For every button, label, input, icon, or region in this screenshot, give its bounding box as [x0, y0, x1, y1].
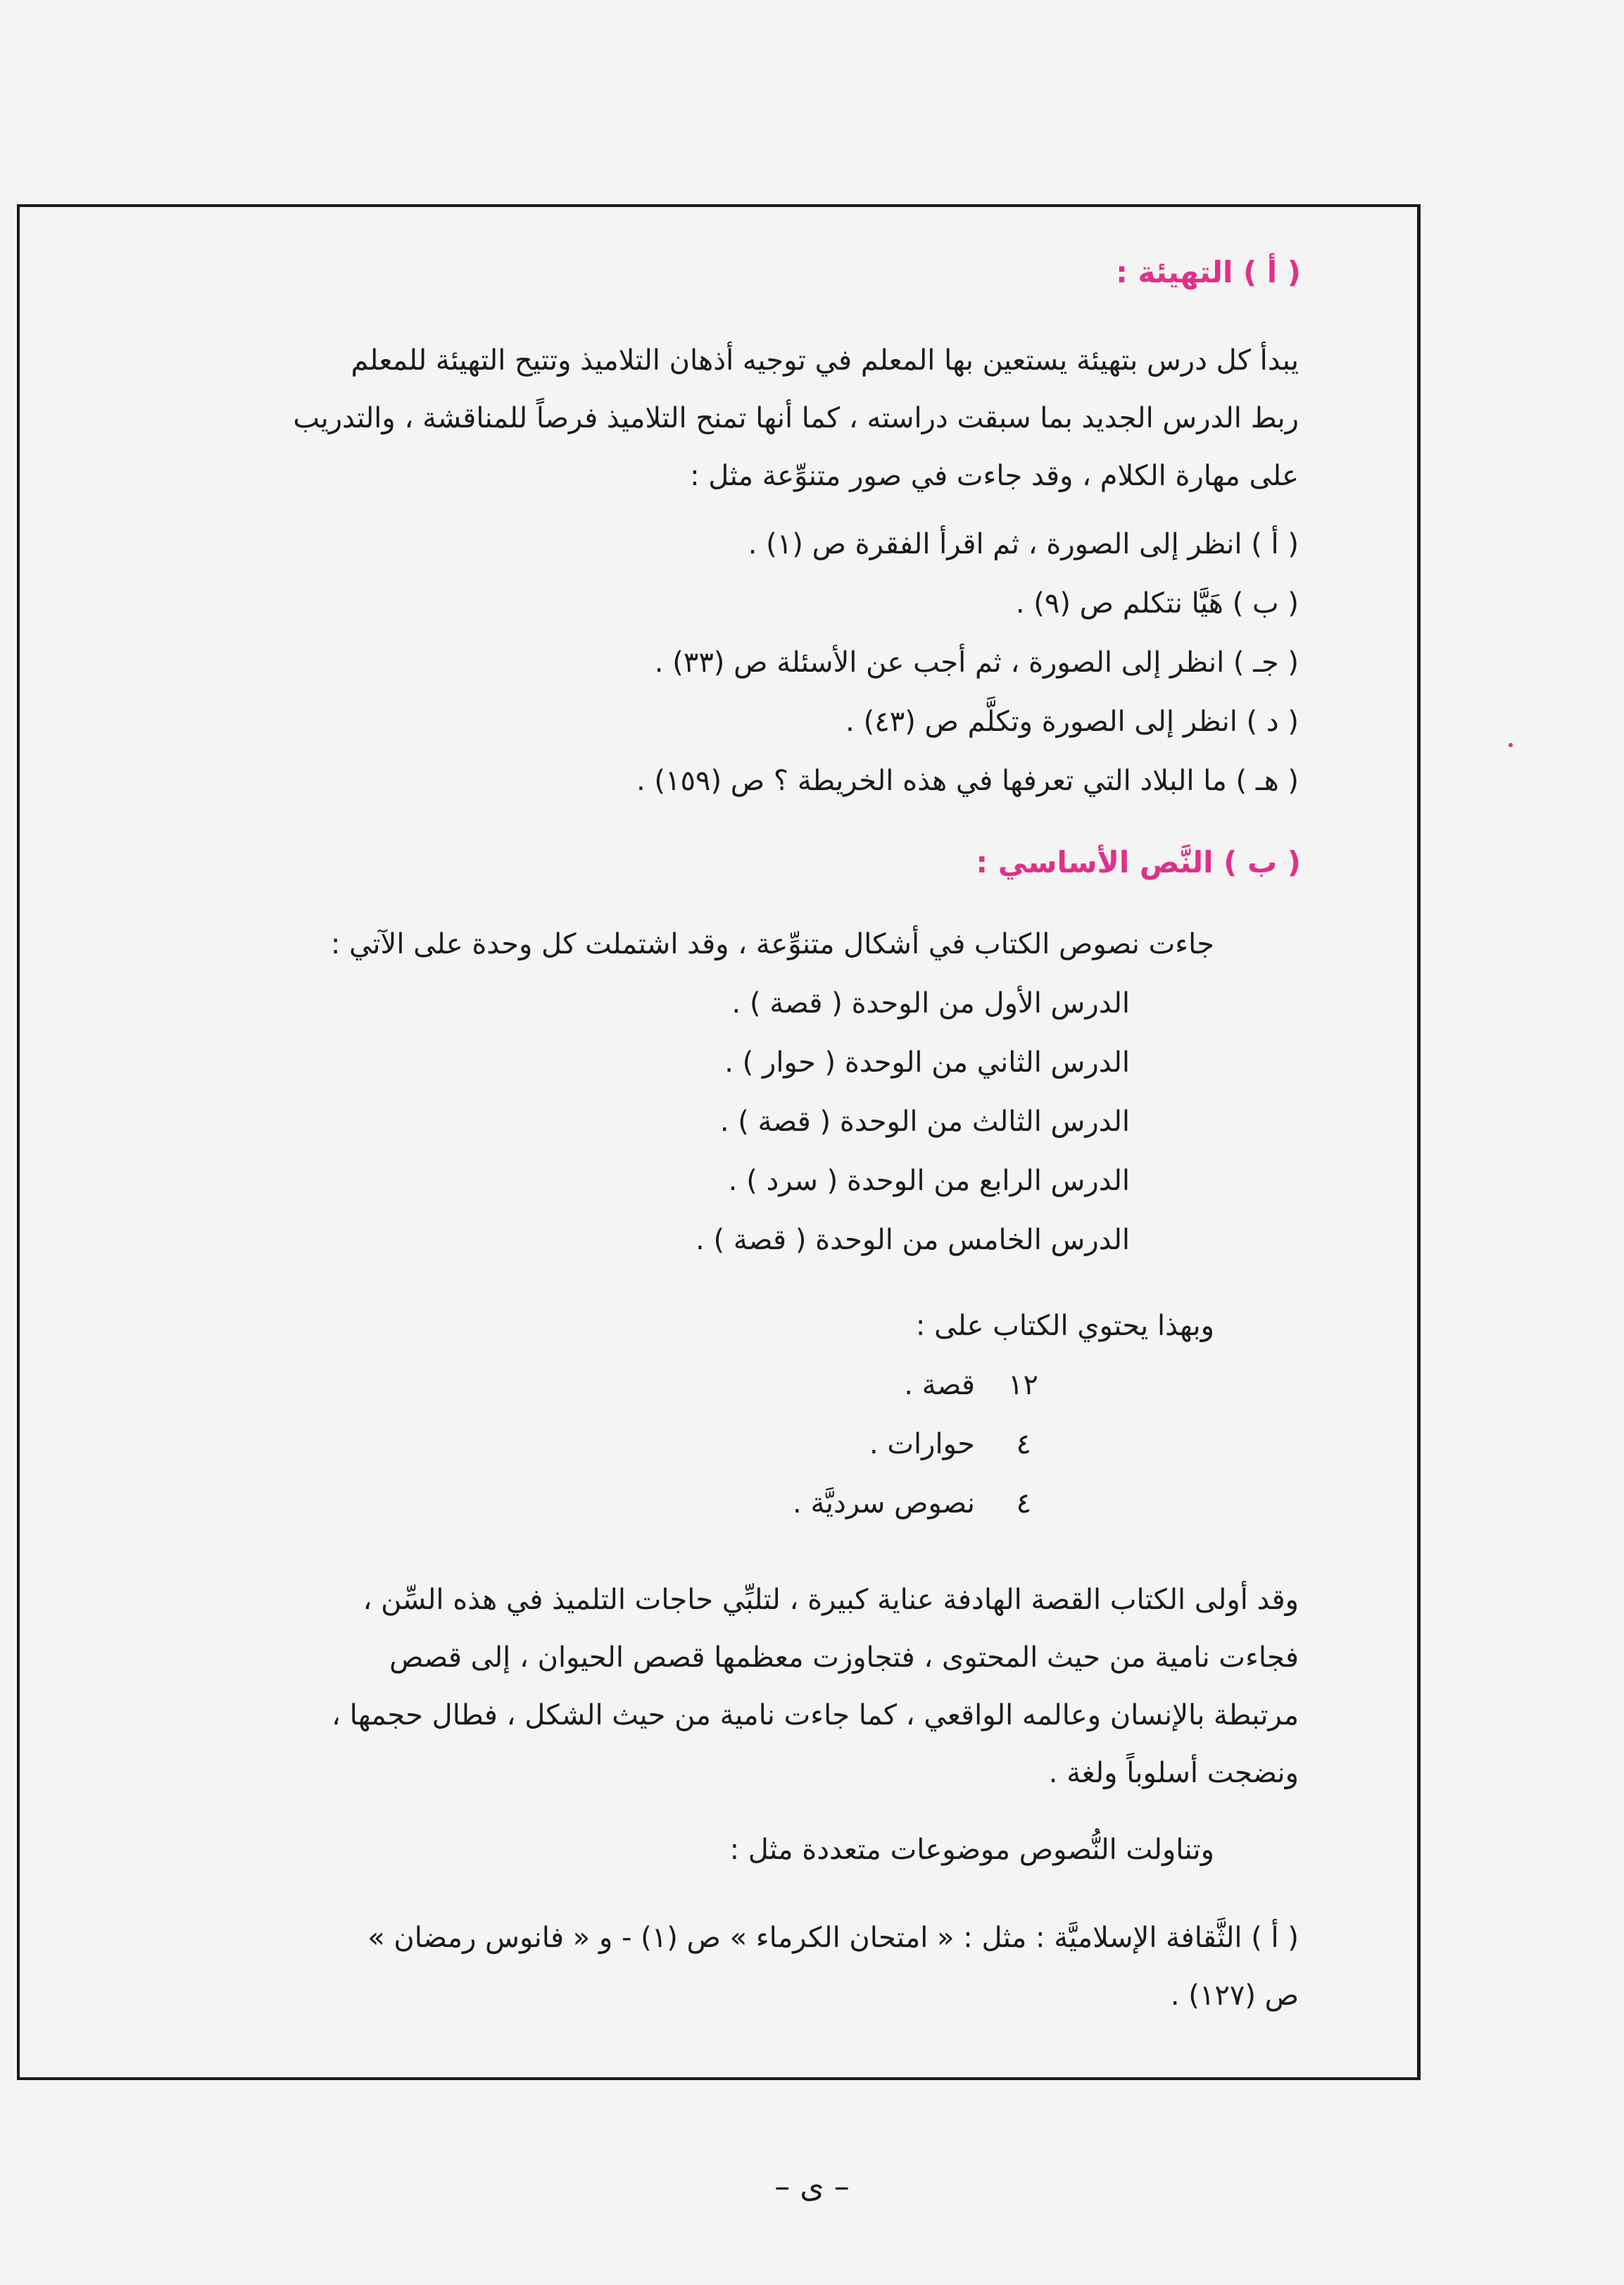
count-number: ٤: [1016, 1428, 1031, 1460]
paragraph-line: ونضجت أسلوباً ولغة .: [1048, 1757, 1299, 1789]
contains-intro: وبهذا يحتوي الكتاب على :: [915, 1310, 1214, 1342]
page-number: – ى –: [774, 2169, 850, 2205]
lesson-item: الدرس الخامس من الوحدة ( قصة ) .: [695, 1224, 1130, 1256]
paragraph-line: وقد أولى الكتاب القصة الهادفة عناية كبيرة ، لتلبِّي حاجات التلميذ في هذه السِّن ،: [363, 1584, 1299, 1616]
paragraph-line: مرتبطة بالإنسان وعالمه الواقعي ، كما جاءت نامية من حيث الشكل ، فطال حجمها ،: [332, 1699, 1299, 1732]
count-label: قصة .: [904, 1369, 975, 1401]
list-item: ( هـ ) ما البلاد التي تعرفها في هذه الخريطة ؟ ص (١٥٩) .: [636, 765, 1299, 797]
paragraph-line: ربط الدرس الجديد بما سبقت دراسته ، كما أنها تمنح التلاميذ فرصاً للمناقشة ، والتدريب: [293, 402, 1299, 434]
section-b-intro: جاءت نصوص الكتاب في أشكال متنوِّعة ، وقد اشتملت كل وحدة على الآتي :: [330, 928, 1214, 960]
count-number: ٤: [1016, 1487, 1031, 1520]
section-a-heading: ( أ ) التهيئة :: [1116, 255, 1301, 289]
lesson-item: الدرس الثاني من الوحدة ( حوار ) .: [724, 1046, 1130, 1079]
section-b-heading: ( ب ) النَّص الأساسي :: [976, 845, 1301, 879]
list-item: ( ب ) هَيَّا نتكلم ص (٩) .: [1015, 587, 1299, 620]
topic-line: ( أ ) الثَّقافة الإسلاميَّة : مثل : « امتحان الكرماء » ص (١) - و « فانوس رمضان »: [367, 1922, 1299, 1954]
count-label: نصوص سرديَّة .: [793, 1487, 975, 1520]
lesson-item: الدرس الرابع من الوحدة ( سرد ) .: [728, 1165, 1130, 1197]
lesson-item: الدرس الثالث من الوحدة ( قصة ) .: [719, 1106, 1130, 1138]
list-item: ( جـ ) انظر إلى الصورة ، ثم أجب عن الأسئلة ص (٣٣) .: [654, 646, 1299, 679]
count-number: ١٢: [1008, 1369, 1038, 1401]
lesson-item: الدرس الأول من الوحدة ( قصة ) .: [731, 987, 1130, 1020]
paragraph-line: يبدأ كل درس بتهيئة يستعين بها المعلم في توجيه أذهان التلاميذ وتتيح التهيئة للمعلم: [351, 344, 1299, 377]
paragraph-line: فجاءت نامية من حيث المحتوى ، فتجاوزت معظمها قصص الحيوان ، إلى قصص: [389, 1641, 1299, 1674]
list-item: ( د ) انظر إلى الصورة وتكلَّم ص (٤٣) .: [845, 706, 1299, 738]
topic-line: ص (١٢٧) .: [1170, 1979, 1299, 2012]
topics-intro: وتناولت النُّصوص موضوعات متعددة مثل :: [729, 1834, 1214, 1866]
paragraph-line: على مهارة الكلام ، وقد جاءت في صور متنوِّعة مثل :: [690, 460, 1299, 492]
count-label: حوارات .: [869, 1428, 975, 1460]
list-item: ( أ ) انظر إلى الصورة ، ثم اقرأ الفقرة ص (١) .: [748, 528, 1299, 561]
stray-mark: [1509, 743, 1513, 747]
